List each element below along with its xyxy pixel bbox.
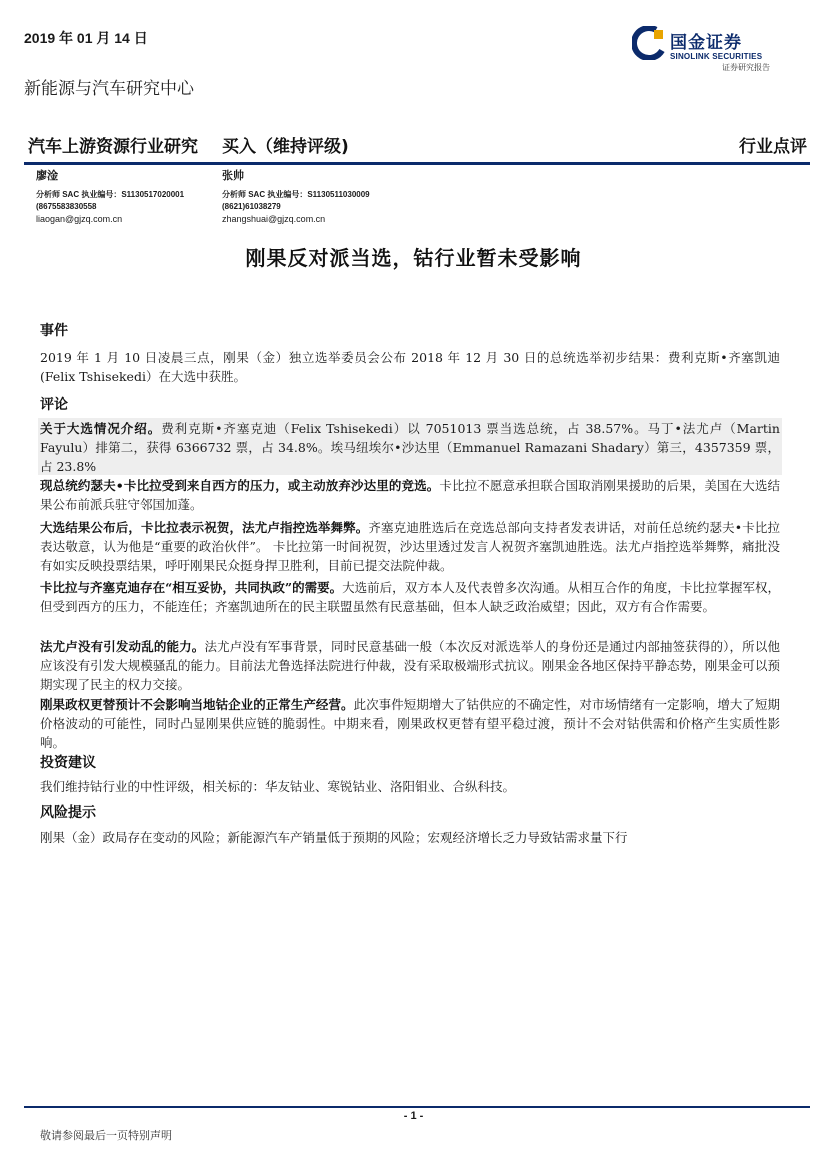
report-date: 2019 年 01 月 14 日 [24,30,148,46]
analyst-phone: (8675583830558 [36,202,97,211]
section-heading-comment: 评论 [40,397,68,413]
paragraph-lead: 刚果政权更替预计不会影响当地钴企业的正常生产经营。 [40,697,354,712]
industry-title: 汽车上游资源行业研究 [28,137,198,157]
paragraph-body: 费利克斯•齐塞克迪（Felix Tshisekedi）以 7051013 票当选总统，占 38.57%。马丁•法尤卢（Martin Fayulu）排第二，获得 6366732 票，占 34.8%。埃马纽埃尔•沙达里（Emmanuel Ramazani Shadary）第三，4357359 票，占 23.8% [40,421,780,474]
department-name: 新能源与汽车研究中心 [24,79,194,99]
paragraph-body: 卡比拉不愿意承担联合国取消刚果援助的后果，美国在大选结果公布前派兵驻守邻国加蓬。 [40,478,780,512]
comment-paragraph [40,476,780,514]
investment-paragraph: 我们维持钴行业的中性评级，相关标的：华友钴业、寒锐钴业、洛阳钼业、合纵科技。 [40,779,516,794]
analyst-email[interactable]: liaogan@gjzq.com.cn [36,214,123,224]
page-number: - 1 - [403,1110,424,1122]
event-paragraph: 2019 年 1 月 10 日凌晨三点，刚果（金）独立选举委员会公布 2018 年 12 月 30 日的总统选举初步结果：费利克斯•齐塞凯迪(Felix Tshisekedi）在大选中获胜。 [40,350,780,384]
comment-paragraph [40,637,780,694]
report-type-label: 证券研究报告 [722,63,770,72]
section-heading-risk: 风险提示 [40,805,96,821]
paragraph-body: 大选前后，双方本人及代表曾多次沟通。从相互合作的角度，卡比拉掌握军权，但受到西方的压力，不能连任；齐塞凯迪所在的民主联盟虽然有民意基础，但本人缺乏政治威望；因此，双方有合作需要。 [40,580,780,614]
disclaimer-note: 敬请参阅最后一页特别声明 [40,1129,172,1142]
rating-label: 买入（维持评级) [222,137,349,157]
analyst-card [222,170,370,225]
paragraph-lead: 现总统约瑟夫•卡比拉受到来自西方的压力，或主动放弃沙达里的竞选。 [40,478,440,493]
report-title-line [28,132,349,157]
paragraph-lead: 法尤卢没有引发动乱的能力。 [40,639,205,654]
analyst-name: 张帅 [222,169,244,182]
analyst-name: 廖淦 [36,169,58,182]
paragraph-body: 此次事件短期增大了钴供应的不确定性，对市场情绪有一定影响，增大了短期价格波动的可能性，同时凸显刚果供应链的脆弱性。中期来看，刚果政权更替有望平稳过渡，预计不会对钴供需和价格产生实质性影响。 [40,697,780,750]
paragraph-lead: 卡比拉与齐塞克迪存在“相互妥协，共同执政”的需要。 [40,580,343,595]
analyst-sac-number: 分析师 SAC 执业编号：S1130517020001 [36,190,185,199]
section-heading-investment: 投资建议 [40,755,96,771]
paragraph-lead: 大选结果公布后，卡比拉表示祝贺，法尤卢指控选举舞弊。 [40,520,369,535]
analyst-phone: (8621)61038279 [222,202,281,211]
comment-paragraph [40,695,780,752]
paragraph-lead: 关于大选情况介绍。 [40,421,162,436]
analyst-sac-number: 分析师 SAC 执业编号：S1130511030009 [222,190,370,199]
comment-paragraph [40,419,780,476]
paragraph-body: 法尤卢没有军事背景，同时民意基础一般（本次反对派选举人的身份还是通过内部抽签获得的），所以他应该没有引发大规模骚乱的能力。目前法尤鲁选择法院进行仲裁，没有采取极端形式抗议。刚果金各地区保持平静态势，刚果金可以预期实现了民主的权力交接。 [40,639,780,692]
report-headline: 刚果反对派当选，钴行业暂未受影响 [245,246,582,270]
section-heading-event: 事件 [40,323,68,339]
report-category-tag: 行业点评 [739,137,807,157]
logo-english-name: SINOLINK SECURITIES [670,52,763,61]
header-divider [24,162,810,165]
sinolink-logo-icon [632,26,666,60]
footer-divider [24,1106,810,1108]
risk-paragraph: 刚果（金）政局存在变动的风险；新能源汽车产销量低于预期的风险；宏观经济增长乏力导致钴需求量下行 [40,830,628,845]
analyst-card [36,170,184,225]
analyst-email[interactable]: zhangshuai@gjzq.com.cn [222,214,326,224]
comment-paragraph [40,578,780,616]
logo-chinese-name: 国金证券 [670,33,742,53]
comment-paragraph [40,518,780,575]
paragraph-body: 齐塞克迪胜选后在竞选总部向支持者发表讲话，对前任总统约瑟夫•卡比拉表达敬意，认为他是“重要的政治伙伴”。 卡比拉第一时间祝贺，沙达里透过发言人祝贺齐塞凯迪胜选。法尤卢指控选举舞弊，痛批没有如实反映投票结果，呼吁刚果民众挺身捍卫胜利，目前已提交法院仲裁。 [40,520,780,573]
